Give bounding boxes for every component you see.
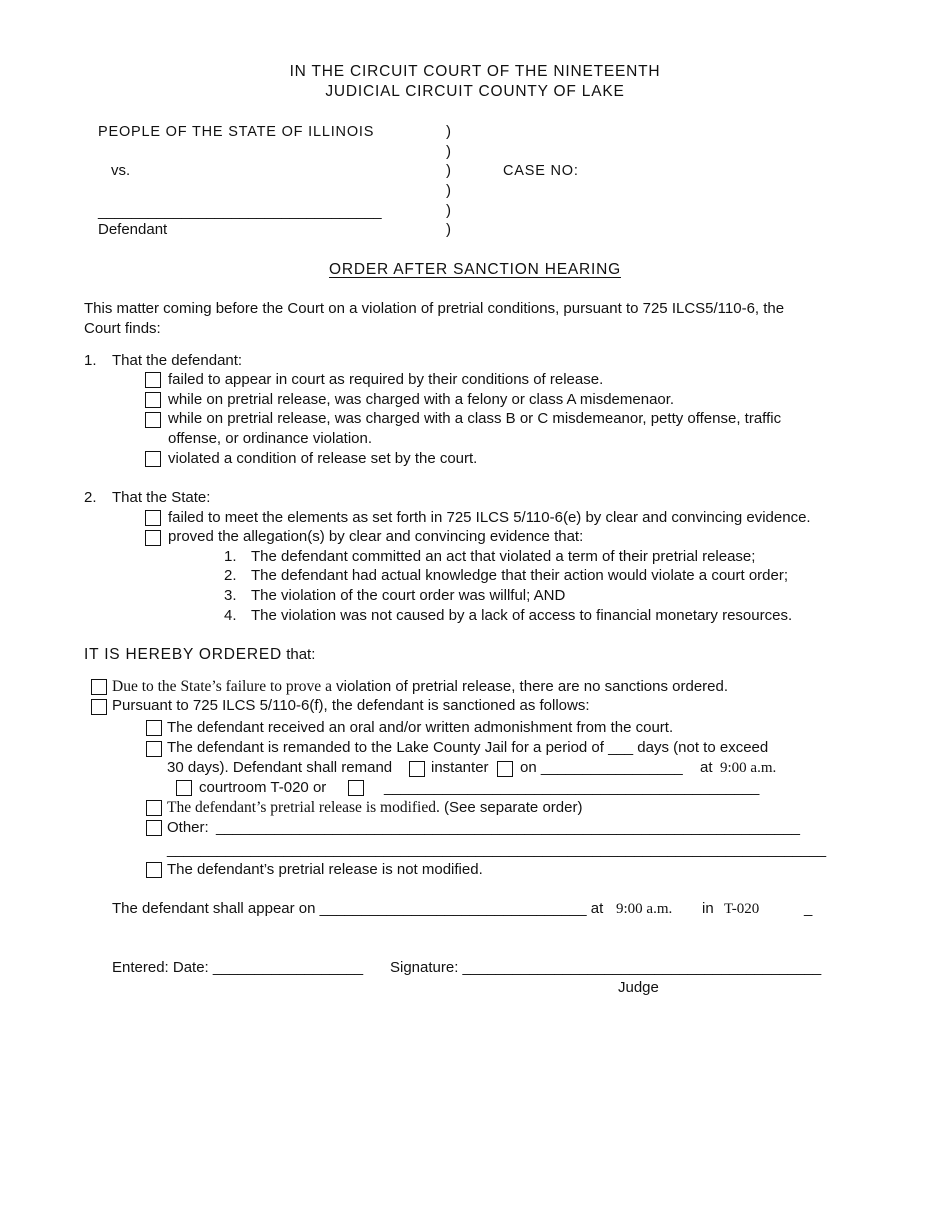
case-number-label: CASE NO:: [503, 163, 579, 179]
defendant-label: Defendant: [98, 221, 168, 238]
caption-paren: ): [446, 143, 451, 160]
remand-at-label: at: [700, 759, 713, 776]
other-sanction-field[interactable]: ______________________________________________________________________: [216, 819, 800, 836]
element-text: The violation of the court order was willful; AND: [251, 587, 566, 604]
section1-number: 1.: [84, 352, 97, 369]
appearance-date-line[interactable]: The defendant shall appear on ________________________________ at: [112, 900, 604, 917]
court-name-line2: JUDICIAL CIRCUIT COUNTY OF LAKE: [325, 83, 625, 100]
finding-misdemeanor-checkbox[interactable]: [145, 412, 161, 428]
intro-line1: This matter coming before the Court on a violation of pretrial conditions, pursuant to 725 ILCS5/110-6, the: [84, 300, 785, 317]
appearance-room: T-020: [724, 901, 760, 917]
section2-heading: That the State:: [112, 489, 211, 506]
remand-instanter-checkbox[interactable]: [409, 761, 425, 777]
finding-misdemeanor-label: while on pretrial release, was charged with a class B or C misdemeanor, petty offense, traffic: [168, 410, 782, 427]
appearance-time: 9:00 a.m.: [616, 901, 673, 917]
sanctioned-label: Pursuant to 725 ILCS 5/110-6(f), the defendant is sanctioned as follows:: [112, 697, 590, 714]
other-sanction-label: Other:: [167, 819, 209, 836]
finding-failed-to-appear-label: failed to appear in court as required by their conditions of release.: [168, 371, 604, 388]
element-number: 1.: [224, 548, 237, 565]
no-sanctions-label: [112, 678, 728, 696]
ordered-heading: [84, 646, 315, 664]
remand-date-field[interactable]: on _________________: [520, 759, 683, 776]
caption-paren: ): [446, 162, 451, 179]
finding-violated-condition-label: violated a condition of release set by the court.: [168, 450, 478, 467]
versus-label: vs.: [111, 162, 131, 179]
intro-line2: Court finds:: [84, 320, 161, 337]
state-proved-checkbox[interactable]: [145, 530, 161, 546]
admonishment-label: The defendant received an oral and/or written admonishment from the court.: [167, 719, 674, 736]
state-failed-label: failed to meet the elements as set forth in 725 ILCS 5/110-6(e) by clear and convincing evidence.: [168, 509, 811, 526]
state-failed-checkbox[interactable]: [145, 510, 161, 526]
remand-label-line2: 30 days). Defendant shall remand: [167, 759, 393, 776]
section2-number: 2.: [84, 489, 97, 506]
element-text: The defendant had actual knowledge that their action would violate a court order;: [251, 567, 789, 584]
no-sanctions-rest: violation of pretrial release, there are no sanctions ordered.: [336, 678, 729, 695]
state-proved-label: proved the allegation(s) by clear and convincing evidence that:: [168, 528, 584, 545]
remand-time: 9:00 a.m.: [720, 760, 777, 776]
courtroom-t020-label: courtroom T-020 or: [199, 779, 327, 796]
order-title: ORDER AFTER SANCTION HEARING: [329, 261, 621, 278]
courtroom-t020-checkbox[interactable]: [176, 780, 192, 796]
ordered-heading-caps: IT IS HEREBY ORDERED: [84, 646, 283, 663]
caption-paren: ): [446, 123, 451, 140]
finding-misdemeanor-label-cont: offense, or ordinance violation.: [168, 430, 373, 447]
release-modified-label: [167, 799, 582, 817]
remand-checkbox[interactable]: [146, 741, 162, 757]
finding-felony-checkbox[interactable]: [145, 392, 161, 408]
finding-failed-to-appear-checkbox[interactable]: [145, 372, 161, 388]
element-text: The violation was not caused by a lack of access to financial monetary resources.: [251, 607, 793, 624]
defendant-name-blank[interactable]: __________________________________: [98, 203, 382, 220]
element-number: 2.: [224, 567, 237, 584]
no-sanctions-checkbox[interactable]: [91, 679, 107, 695]
ordered-heading-suffix: that:: [286, 646, 316, 663]
appearance-in-label: in: [702, 900, 714, 917]
release-not-modified-checkbox[interactable]: [146, 862, 162, 878]
remand-on-date-checkbox[interactable]: [497, 761, 513, 777]
release-modified-text: The defendant’s pretrial release is modified.: [167, 799, 440, 816]
element-number: 3.: [224, 587, 237, 604]
other-sanction-checkbox[interactable]: [146, 820, 162, 836]
remand-instanter-label: instanter: [431, 759, 489, 776]
admonishment-checkbox[interactable]: [146, 720, 162, 736]
other-sanction-field-cont[interactable]: _______________________________________________________________________________: [167, 841, 827, 858]
courtroom-other-checkbox[interactable]: [348, 780, 364, 796]
release-modified-note: (See separate order): [444, 799, 583, 816]
release-modified-checkbox[interactable]: [146, 800, 162, 816]
element-number: 4.: [224, 607, 237, 624]
release-not-modified-label: The defendant’s pretrial release is not modified.: [167, 861, 483, 878]
caption-paren: ): [446, 182, 451, 199]
sanctioned-checkbox[interactable]: [91, 699, 107, 715]
section1-heading: That the defendant:: [112, 352, 243, 369]
judge-label: Judge: [618, 979, 659, 996]
courtroom-other-field[interactable]: _____________________________________________: [384, 779, 760, 796]
caption-paren: ): [446, 202, 451, 219]
element-text: The defendant committed an act that violated a term of their pretrial release;: [251, 548, 756, 565]
no-sanctions-serif: Due to the State’s failure to prove a: [112, 678, 332, 695]
court-name-line1: IN THE CIRCUIT COURT OF THE NINETEENTH: [289, 63, 661, 80]
plaintiff-name: PEOPLE OF THE STATE OF ILLINOIS: [98, 124, 375, 140]
caption-paren: ): [446, 221, 451, 238]
remand-label-line1: The defendant is remanded to the Lake County Jail for a period of ___ days (not to exceed: [167, 739, 769, 756]
appearance-tail: _: [804, 900, 813, 917]
finding-violated-condition-checkbox[interactable]: [145, 451, 161, 467]
judge-signature-field[interactable]: Signature: ___________________________________________: [390, 959, 822, 976]
finding-felony-label: while on pretrial release, was charged with a felony or class A misdemenaor.: [168, 391, 675, 408]
entered-date-field[interactable]: Entered: Date: __________________: [112, 959, 364, 976]
